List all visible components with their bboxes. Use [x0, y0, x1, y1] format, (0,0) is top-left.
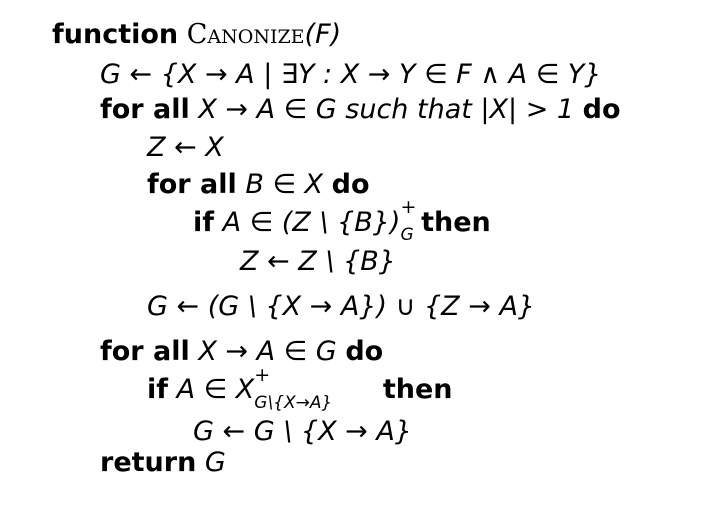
line-for-all-g [100, 90, 621, 130]
line-for-all-g-second [100, 332, 383, 372]
keyword-return: return [100, 447, 197, 478]
for-all-g-condition: X → A ∈ G [198, 336, 337, 367]
keyword-do: do [582, 94, 621, 125]
keyword-for-all: for all [100, 94, 190, 125]
keyword-do: do [331, 169, 370, 200]
closure-g-sub: G [400, 225, 414, 245]
redundant-plus-sup: + [254, 364, 271, 386]
keyword-then: then [421, 207, 491, 238]
keyword-if: if [147, 374, 169, 405]
keyword-then: then [382, 374, 453, 405]
line-if-closure [193, 196, 491, 245]
for-all-b-condition: B ∈ X [245, 169, 324, 200]
line-g-update: G ← (G \ {X → A}) ∪ {Z → A} [147, 291, 536, 322]
for-all-condition: X → A ∈ G such that |X| > 1 [198, 94, 575, 125]
redundant-sub: G\{X→A} [254, 393, 333, 413]
return-value: G [204, 447, 226, 478]
keyword-if: if [193, 207, 215, 238]
line-init-g: G ← {X → A | ∃Y : X → Y ∈ F ∧ A ∈ Y} [100, 59, 602, 90]
line-z-remove-b: Z ← Z \ {B} [240, 246, 396, 277]
line-for-all-b [147, 165, 370, 205]
function-param: (F) [304, 19, 342, 50]
line-function-header [52, 15, 341, 55]
keyword-do: do [345, 336, 384, 367]
line-z-assign: Z ← X [147, 132, 224, 163]
if-closure-expr: A ∈ (Z \ {B}) [222, 207, 401, 238]
keyword-function: function [52, 19, 179, 50]
line-return [100, 443, 226, 483]
keyword-for-all: for all [147, 169, 237, 200]
if-redundant-expr: A ∈ X [176, 374, 255, 405]
keyword-for-all: for all [100, 336, 190, 367]
line-if-redundant [147, 364, 453, 413]
function-name: Canonize [186, 19, 305, 50]
closure-plus-sup: + [400, 196, 417, 218]
line-g-remove: G ← G \ {X → A} [193, 416, 413, 447]
